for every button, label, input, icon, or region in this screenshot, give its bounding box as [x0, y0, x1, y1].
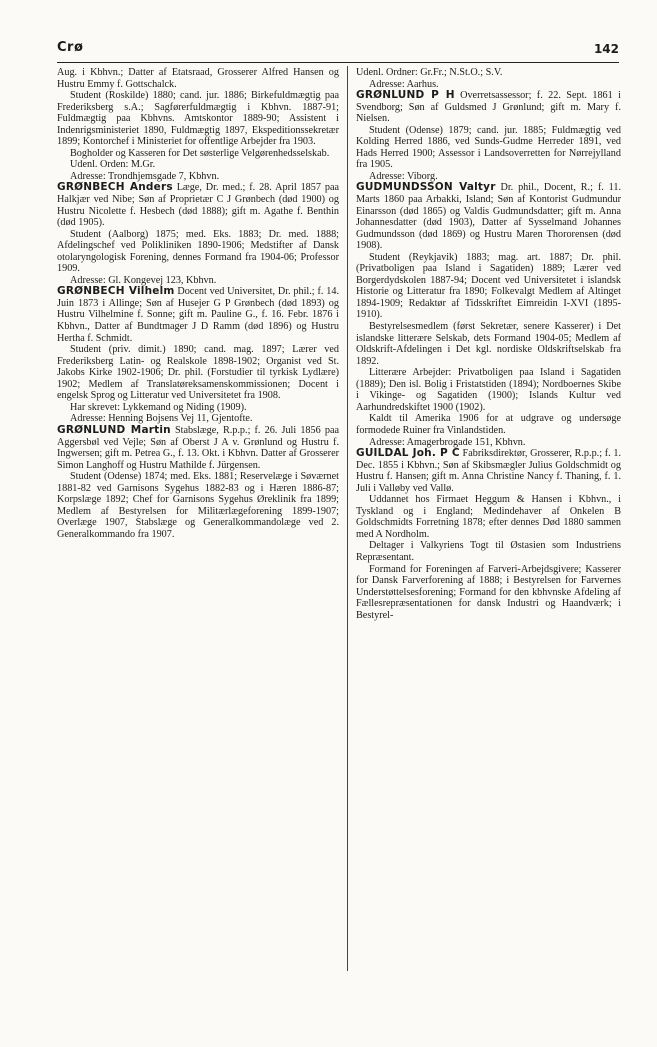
entry-name: GUILDAL Joh. P C: [356, 447, 460, 460]
entry-text: Overretsassessor; f. 22. Sept. 1861 i Svendborg; Søn af Guldsmed J Grønlund; gift m. Mary f. Nielsen.: [356, 90, 621, 125]
entry-text: Adresse: Aarhus.: [369, 78, 439, 90]
entry-text: Litterære Arbejder: Privatboligen paa Island i Sagatiden (1889); Den isl. Bolig i Fristatstiden (1894); Nordboernes Skibe i Vikinge- og Sagatiden (1900); Islands Kultur ved Aarhundredskiftet 1900 (1902).: [356, 367, 621, 413]
continued-entry: [356, 67, 621, 90]
entry-text: Stabslæge, R.p.p.; f. 26. Juli 1856 paa Aggersbøl ved Vejle; Søn af Oberst J A v. Grønlund og Hustru f. Ingwersen; gift m. Petrea G., f. 13. Okt. i Kbhvn. Datter af Grosserer Simon Langhoff og Hustru Mathilde f. Jürgensen.: [57, 424, 339, 471]
entry-text: Student (priv. dimit.) 1890; cand. mag. 1897; Lærer ved Frederiksberg Latin- og Realskole 1898-1902; Organist ved St. Jakobs Kirke 1902-1906; Dr. phil. (Forstudier til tyrkisk Lydlære) 1902; Medlem af Translatøreksamenskommissionen; Docent i engelsk Sprog og Litteratur ved Universitetet fra 1908.: [57, 344, 339, 402]
entry-name: GRØNLUND P H: [356, 89, 455, 102]
entry-text: Fabriksdirektør, Grosserer, R.p.p.; f. 1. Dec. 1855 i Kbhvn.; Søn af Skibsmægler Julius Goldschmidt og Hustru f. Hansen; gift m. Anna Christine Nancy f. Thaning, f. 1. Juli i Valløby ved Vallø.: [356, 448, 621, 494]
entry-text: Student (Reykjavik) 1883; mag. art. 1887; Dr. phil. (Privatboligen paa Island i Sagatiden) 1889; Lærer ved Borgerdydskolen 1887-94; Docent ved Universitetet i islandsk Historie og Litteratur fra 1890; Folkevalgt Medlem af Altinget 1894-1909; Redaktør af Tidsskriftet Eimreidin I-XVI (1895-1910).: [356, 251, 621, 321]
entry-text: Student (Aalborg) 1875; med. Eks. 1883; Dr. med. 1888; Afdelingschef ved Polikliniken 1890-1906; Medstifter af Dansk otolaryngologisk Forening, dennes Formand fra 1904-06; Professor 1909.: [57, 228, 339, 275]
header-rule: [57, 62, 619, 63]
running-head: Crø: [57, 40, 84, 55]
entry-text: Uddannet hos Firmaet Heggum & Hansen i Kbhvn., i Tyskland og i England; Medindehaver af Onkelen B Goldschmidts Forretning 1878; efter dennes Død 1880 sammen med A Nordholm.: [356, 494, 621, 540]
entry-name: GUDMUNDSSON Valtyr: [356, 181, 496, 194]
biography-entry: [57, 182, 339, 286]
entry-text: Udenl. Ordner: Gr.Fr.; N.St.O.; S.V.: [356, 67, 503, 78]
entry-text: Dr. phil., Docent, R.; f. 11. Marts 1860 paa Arbakki, Island; Søn af Kontorist Gudmundur Einarsson (død 1865) og Valdis Gudmundsdatter; gift m. Anna Johannesdatter (død 1903), Datter af Sysselmand Johannes Gudmundsson (død 1869) og Hustru Maren Thororensen (død 1908).: [356, 182, 621, 252]
entry-text: Udenl. Orden: M.Gr.: [70, 159, 156, 171]
entry-text: Kaldt til Amerika 1906 for at udgrave og undersøge formodede Ruiner fra Vinlandstiden.: [356, 413, 621, 436]
entry-text: Deltager i Valkyriens Togt til Østasien som Industriens Repræsentant.: [356, 540, 621, 563]
biography-entry: [57, 286, 339, 425]
right-column: [356, 67, 621, 977]
entry-name: GRØNBECH Anders: [57, 181, 173, 194]
biography-entry: [356, 448, 621, 621]
biography-entry: [57, 425, 339, 540]
entry-text: Adresse: Gl. Kongevej 123, Kbhvn.: [70, 274, 217, 286]
page-number: 142: [593, 42, 619, 56]
entry-text: Adresse: Trondhjemsgade 7, Kbhvn.: [70, 170, 220, 182]
entry-text: Formand for Foreningen af Farveri-Arbejdsgivere; Kasserer for Dansk Farverforening af 1888; i Bestyrelsen for Farvernes Understøttelsesforening; Formand for den kbhvnske Afdeling af Fællesrepræsentationen for dansk Industri og Haandværk; i Bestyrel-: [356, 563, 621, 621]
entry-name: GRØNBECH Vilhelm: [57, 285, 175, 298]
page-header: [57, 40, 619, 60]
entry-name: GRØNLUND Martin: [57, 423, 171, 436]
entry-text: Adresse: Henning Bojsens Vej 11, Gjentofte.: [70, 413, 253, 425]
column-divider: [347, 66, 348, 971]
entry-text: Student (Odense) 1874; med. Eks. 1881; Reservelæge i Søværnet 1881-82 ved Garnisons Sygehus 1882-83 og i Hæren 1886-87; Korpslæge 1892; Chef for Garnisons Sygehus Øreklinik fra 1899; Medlem af Bestyrelsen for Militærlægeforening 1899-1907; Overlæge 1907, Stabslæge og Generalkommandolæge ved 2. Generalkommando fra 1907.: [57, 471, 339, 540]
biography-entry: [356, 90, 621, 182]
entry-text: Student (Odense) 1879; cand. jur. 1885; Fuldmægtig ved Kolding Herred 1886, ved Sunds-Gudme Herreder 1891, ved Hads Herred 1900; Assessor i Landsoverretten for Nørrejylland fra 1905.: [356, 124, 621, 171]
entry-text: Har skrevet: Lykkemand og Niding (1909).: [70, 401, 247, 413]
entry-text: Adresse: Amagerbrogade 151, Kbhvn.: [369, 436, 526, 448]
continued-entry: [57, 67, 339, 182]
entry-text: Bestyrelsesmedlem (først Sekretær, senere Kasserer) i Det islandske litterære Selskab, dets Formand 1904-05; Medlem af Oldskrift-Afdelingen i Det kgl. nordiske Oldskriftselskab fra 1892.: [356, 321, 621, 367]
entry-text: Aug. i Kbhvn.; Datter af Etatsraad, Grosserer Alfred Hansen og Hustru Emmy f. Gottschalck.: [57, 67, 339, 90]
entry-text: Bogholder og Kasseren for Det søsterlige Velgørenhedsselskab.: [70, 147, 330, 159]
left-column: [57, 67, 339, 977]
biography-entry: [356, 182, 621, 448]
entry-text: Adresse: Viborg.: [369, 170, 438, 182]
entry-text: Læge, Dr. med.; f. 28. April 1857 paa Halkjær ved Nibe; Søn af Proprietær C J Grønbech (død 1900) og Hustru Nicolette f. Hesbech (død 1888); gift m. Agathe f. Benthin (død 1905).: [57, 182, 339, 229]
entry-text: Student (Roskilde) 1880; cand. jur. 1886; Birkefuldmægtig paa Frederiksberg s.A.; Sagførerfuldmægtig i Kbhvn. 1887-91; Fuldmægtig paa Kbhvns. Amtskontor 1889-90; Assistent i Indenrigsministeriet 1890, Fuldmægtig 1897, Ekspeditionssekretær 1899; Kontorchef i Ministeriet for offentlige Arbejder fra 1903.: [57, 90, 339, 148]
entry-text: Docent ved Universitet, Dr. phil.; f. 14. Juin 1873 i Allinge; Søn af Husejer G P Grønbech (død 1893) og Hustru Vilhelmine f. Sonne; gift m. Pauline G., f. 16. Febr. 1876 i Kbhvn., Datter af Bundtmager J D Ramm (død 1896) og Hustru Hertha f. Schmidt.: [57, 286, 339, 344]
